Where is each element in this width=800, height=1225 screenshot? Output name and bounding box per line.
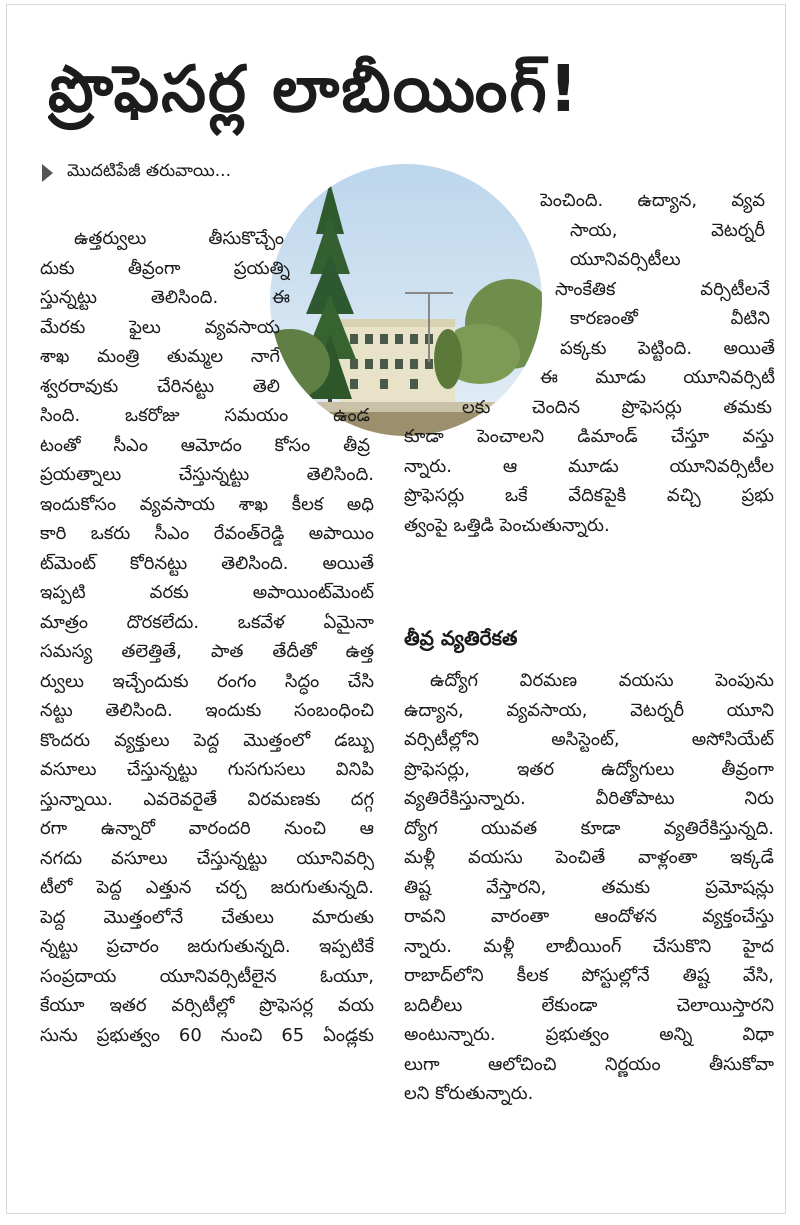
text-line: రగా ఉన్నారో వారందరి నుంచి ఆ bbox=[40, 818, 374, 839]
text-line: ఉద్యాన, వ్యవసాయ, వెటర్నరీ యూని bbox=[404, 700, 774, 721]
text-line: సాంకేతిక వర్సిటీలనే bbox=[555, 279, 770, 300]
text-line: న్నారు. మళ్లీ లాబీయింగ్ చేసుకొని హైద bbox=[404, 936, 774, 957]
text-line: లని కోరుతున్నారు. bbox=[404, 1083, 534, 1104]
text-line: ఇప్పటి వరకు అపాయింట్‌మెంట్ bbox=[40, 582, 374, 603]
text-line: నగదు వసూలు చేస్తున్నట్టు యూనివర్సి bbox=[40, 848, 374, 869]
text-line: సాయ, వెటర్నరీ bbox=[570, 220, 765, 241]
text-line: శాఖ మంత్రి తుమ్మల నాగే bbox=[40, 346, 280, 367]
text-line: ర్వులు ఇచ్చేందుకు రంగం సిద్ధం చేసి bbox=[40, 671, 374, 692]
text-line: ట్‌మెంట్ కోరినట్టు తెలిసింది. అయితే bbox=[40, 553, 374, 574]
text-line: టంతో సీఎం ఆమోదం కోసం తీవ్ర bbox=[40, 435, 370, 456]
text-line: ఇందుకోసం వ్యవసాయ శాఖ కీలక అధి bbox=[40, 494, 374, 515]
text-line: ప్రయత్నాలు చేస్తున్నట్టు తెలిసింది. bbox=[40, 464, 374, 485]
headline: ప్రొఫెసర్ల లాబీయింగ్! bbox=[48, 53, 580, 127]
text-line: అంటున్నారు. ప్రభుత్వం అన్ని విధా bbox=[404, 1024, 774, 1045]
text-line: స్తున్నట్టు తెలిసింది. ఈ bbox=[40, 287, 290, 308]
text-line: మళ్లీ వయసు పెంచితే వాళ్లంతా ఇక్కడే bbox=[404, 847, 774, 868]
text-line: సింది. ఒకరోజు సమయం ఉండ bbox=[40, 405, 370, 426]
text-line: కారణంతో వీటిని bbox=[570, 308, 770, 329]
text-line: పెంచింది. ఉద్యాన, వ్యవ bbox=[540, 190, 765, 211]
continuation-text: మొదటిపేజీ తరువాయి... bbox=[67, 161, 231, 181]
text-line: లుగా ఆలోచించి నిర్ణయం తీసుకోవా bbox=[404, 1054, 774, 1075]
text-line: రాబాద్‌లోని కీలక పోస్టుల్లోనే తిష్ట వేసి, bbox=[404, 965, 774, 986]
text-line: సమస్య తలెత్తితే, పాత తేదీతో ఉత్త bbox=[40, 641, 374, 662]
text-line: న్నారు. ఆ మూడు యూనివర్సిటీల bbox=[404, 456, 774, 477]
text-line: మాత్రం దొరకలేదు. ఒకవేళ ఏమైనా bbox=[40, 612, 374, 633]
text-line: పెద్ద మొత్తంలోనే చేతులు మారుతు bbox=[40, 907, 374, 928]
text-line: శ్వరరావుకు చేరినట్టు తెలి bbox=[40, 376, 280, 397]
text-line: ద్యోగ యువత కూడా వ్యతిరేకిస్తున్నది. bbox=[404, 818, 774, 839]
text-line: కూడా పెంచాలని డిమాండ్ చేస్తూ వస్తు bbox=[404, 426, 774, 447]
text-line: లకు చెందిన ప్రొఫెసర్లు తమకు bbox=[462, 397, 772, 418]
text-line: వసూలు చేస్తున్నట్టు గుసగుసలు వినిపి bbox=[40, 759, 374, 780]
text-line: వర్సిటీల్లోని అసిస్టెంట్, అసోసియేట్ bbox=[404, 729, 774, 750]
text-line: సును ప్రభుత్వం 60 నుంచి 65 ఏండ్లకు bbox=[40, 1025, 374, 1046]
text-line: వ్యతిరేకిస్తున్నారు. వీరితోపాటు నిరు bbox=[404, 788, 774, 809]
subheading: తీవ్ర వ్యతిరేకత bbox=[404, 626, 518, 650]
continuation-label bbox=[42, 160, 342, 186]
text-line: ఉత్తర్వులు తీసుకొచ్చేం bbox=[74, 228, 284, 249]
text-line: త్వంపై ఒత్తిడి పెంచుతున్నారు. bbox=[404, 515, 610, 536]
text-line: కొందరు వ్యక్తులు పెద్ద మొత్తంలో డబ్బు bbox=[40, 730, 374, 751]
text-line: ఈ మూడు యూనివర్సిటీ bbox=[540, 367, 775, 388]
text-line: కేయూ ఇతర వర్సిటీల్లో ప్రొఫెసర్ల వయ bbox=[40, 995, 374, 1016]
text-line: టీలో పెద్ద ఎత్తున చర్చ జరుగుతున్నది. bbox=[40, 877, 374, 898]
text-line: పక్కకు పెట్టింది. అయితే bbox=[560, 338, 775, 359]
text-line: కారి ఒకరు సీఎం రేవంత్‌రెడ్డి అపాయిం bbox=[40, 523, 374, 544]
text-line: ప్రొఫెసర్లు, ఇతర ఉద్యోగులు తీవ్రంగా bbox=[404, 759, 774, 780]
text-line: ఉద్యోగ విరమణ వయసు పెంపును bbox=[430, 670, 774, 691]
text-line: తిష్ట వేస్తారని, తమకు ప్రమోషన్లు bbox=[404, 877, 774, 898]
text-line: ప్రొఫెసర్లు ఒకే వేదికపైకి వచ్చి ప్రభు bbox=[404, 485, 774, 506]
text-line: సంప్రదాయ యూనివర్సిటీలైన ఓయూ, bbox=[40, 966, 374, 987]
text-line: దుకు తీవ్రంగా ప్రయత్ని bbox=[40, 258, 290, 279]
text-line: రావని వారంతా ఆందోళన వ్యక్తంచేస్తు bbox=[404, 906, 774, 927]
arrow-right-icon bbox=[42, 164, 53, 182]
text-line: నట్టు తెలిసింది. ఇందుకు సంబంధించి bbox=[40, 700, 374, 721]
text-line: యూనివర్సిటీలు bbox=[570, 249, 681, 270]
text-line: స్తున్నాయి. ఎవరెవరైతే విరమణకు దగ్గ bbox=[40, 789, 374, 810]
text-line: బదిలీలు లేకుండా చెలాయిస్తారని bbox=[404, 995, 774, 1016]
text-line: న్నట్టు ప్రచారం జరుగుతున్నది. ఇప్పటికే bbox=[40, 936, 374, 957]
text-line: మేరకు ఫైలు వ్యవసాయ bbox=[40, 317, 280, 338]
